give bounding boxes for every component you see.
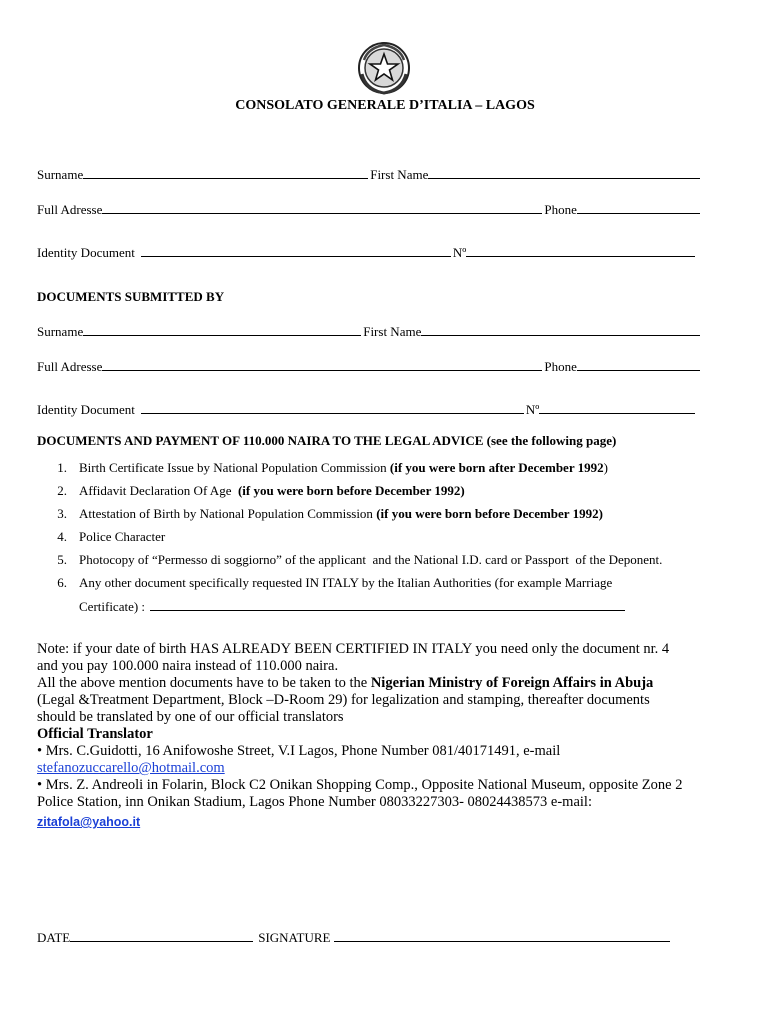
first-name-label: First Name: [363, 324, 422, 339]
translator-2-email-link[interactable]: zitafola@yahoo.it: [37, 815, 141, 829]
list-item: 6. Any other document specifically requested IN ITALY by the Italian Authorities (for example Marriage: [57, 575, 613, 590]
page-title: CONSOLATO GENERALE D’ITALIA – LAGOS: [235, 98, 535, 113]
submitter-phone-field[interactable]: [577, 359, 700, 371]
address-label: Full Adresse: [37, 202, 103, 217]
submitter-name-row: [37, 324, 702, 340]
list-item: 2. Affidavit Declaration Of Age (if you were born before December 1992): [57, 483, 465, 498]
list-item: 5. Photocopy of “Permesso di soggiorno” of the applicant and the National I.D. card or Passport of the Deponent.: [57, 552, 663, 567]
translator-1-email-link[interactable]: stefanozuccarello@hotmail.com: [37, 760, 225, 776]
signature-field[interactable]: [334, 929, 670, 942]
submitter-id-number-field[interactable]: [539, 402, 695, 414]
first-name-field[interactable]: [428, 167, 700, 179]
list-item: 3. Attestation of Birth by National Population Commission (if you were born before December 1992): [57, 506, 603, 521]
date-label: DATE: [37, 930, 71, 945]
submitter-address-row: [37, 359, 702, 375]
number-label: Nº: [452, 245, 467, 260]
identity-document-label: Identity Document: [37, 402, 135, 417]
list-item-continuation: Certificate) :: [37, 598, 662, 621]
applicant-id-row: [37, 245, 697, 261]
identity-document-label: Identity Document: [37, 245, 135, 260]
translator-1: • Mrs. C.Guidotti, 16 Anifowoshe Street, V.I Lagos, Phone Number 081/40171491, e-mail: [37, 743, 561, 759]
submitter-id-row: [37, 402, 697, 418]
surname-label: Surname: [37, 167, 84, 182]
submitter-address-field[interactable]: [102, 359, 542, 371]
submitted-by-heading: DOCUMENTS SUBMITTED BY: [37, 289, 225, 304]
submitter-first-name-field[interactable]: [421, 324, 700, 336]
submitter-surname-field[interactable]: [83, 324, 361, 336]
signature-label: SIGNATURE: [258, 930, 331, 945]
applicant-address-row: [37, 202, 702, 218]
first-name-label: First Name: [370, 167, 429, 182]
applicant-name-row: [37, 167, 702, 183]
address-label: Full Adresse: [37, 359, 103, 374]
surname-label: Surname: [37, 324, 84, 339]
translator-heading: Official Translator: [37, 726, 153, 742]
phone-label: Phone: [544, 359, 577, 374]
number-label: Nº: [525, 402, 540, 417]
documents-heading: DOCUMENTS AND PAYMENT OF 110.000 NAIRA TO THE LEGAL ADVICE (see the following page): [37, 433, 617, 448]
surname-field[interactable]: [83, 167, 368, 179]
address-field[interactable]: [102, 202, 542, 214]
identity-document-field[interactable]: [141, 245, 451, 257]
list-item: 4. Police Character: [57, 529, 166, 544]
phone-field[interactable]: [577, 202, 700, 214]
footer-row: [37, 929, 670, 946]
other-document-field[interactable]: [150, 598, 625, 611]
translator-2: • Mrs. Z. Andreoli in Folarin, Block C2 Onikan Shopping Comp., Opposite National Museum, opposite Zone 2: [37, 777, 683, 793]
note-block: Note: if your date of birth HAS ALREADY BEEN CERTIFIED IN ITALY you need only the document nr. 4 and you pay 100.000 naira instead of 110.000 naira. All the above mention documents have to be taken to the Nigerian Ministry of Foreign Affairs in Abuja (Legal &Treatment Department, Block –D-Room 29) for legalization and stamping, thereafter documents should be translated by one of our official translators Official Translator • Mrs. C.Guidotti, 16 Anifowoshe Street, V.I Lagos, Phone Number 081/40171491, e-mail stefanozuccarello@hotmail.com • Mrs. Z. Andreoli in Folarin, Block C2 Onikan Shopping Comp., Opposite National Museum, opposite Zone 2 Police Station, inn Onikan Stadium, Lagos Phone Number 08033227303- 08024438573 e-mail: zitafola@yahoo.it: [37, 641, 737, 831]
submitter-identity-document-field[interactable]: [141, 402, 524, 414]
list-item: 1. Birth Certificate Issue by National Population Commission (if you were born after December 1992): [57, 460, 608, 475]
italian-republic-emblem-icon: [356, 40, 412, 96]
date-field[interactable]: [70, 929, 253, 942]
id-number-field[interactable]: [466, 245, 695, 257]
documents-list: [37, 460, 662, 621]
phone-label: Phone: [544, 202, 577, 217]
